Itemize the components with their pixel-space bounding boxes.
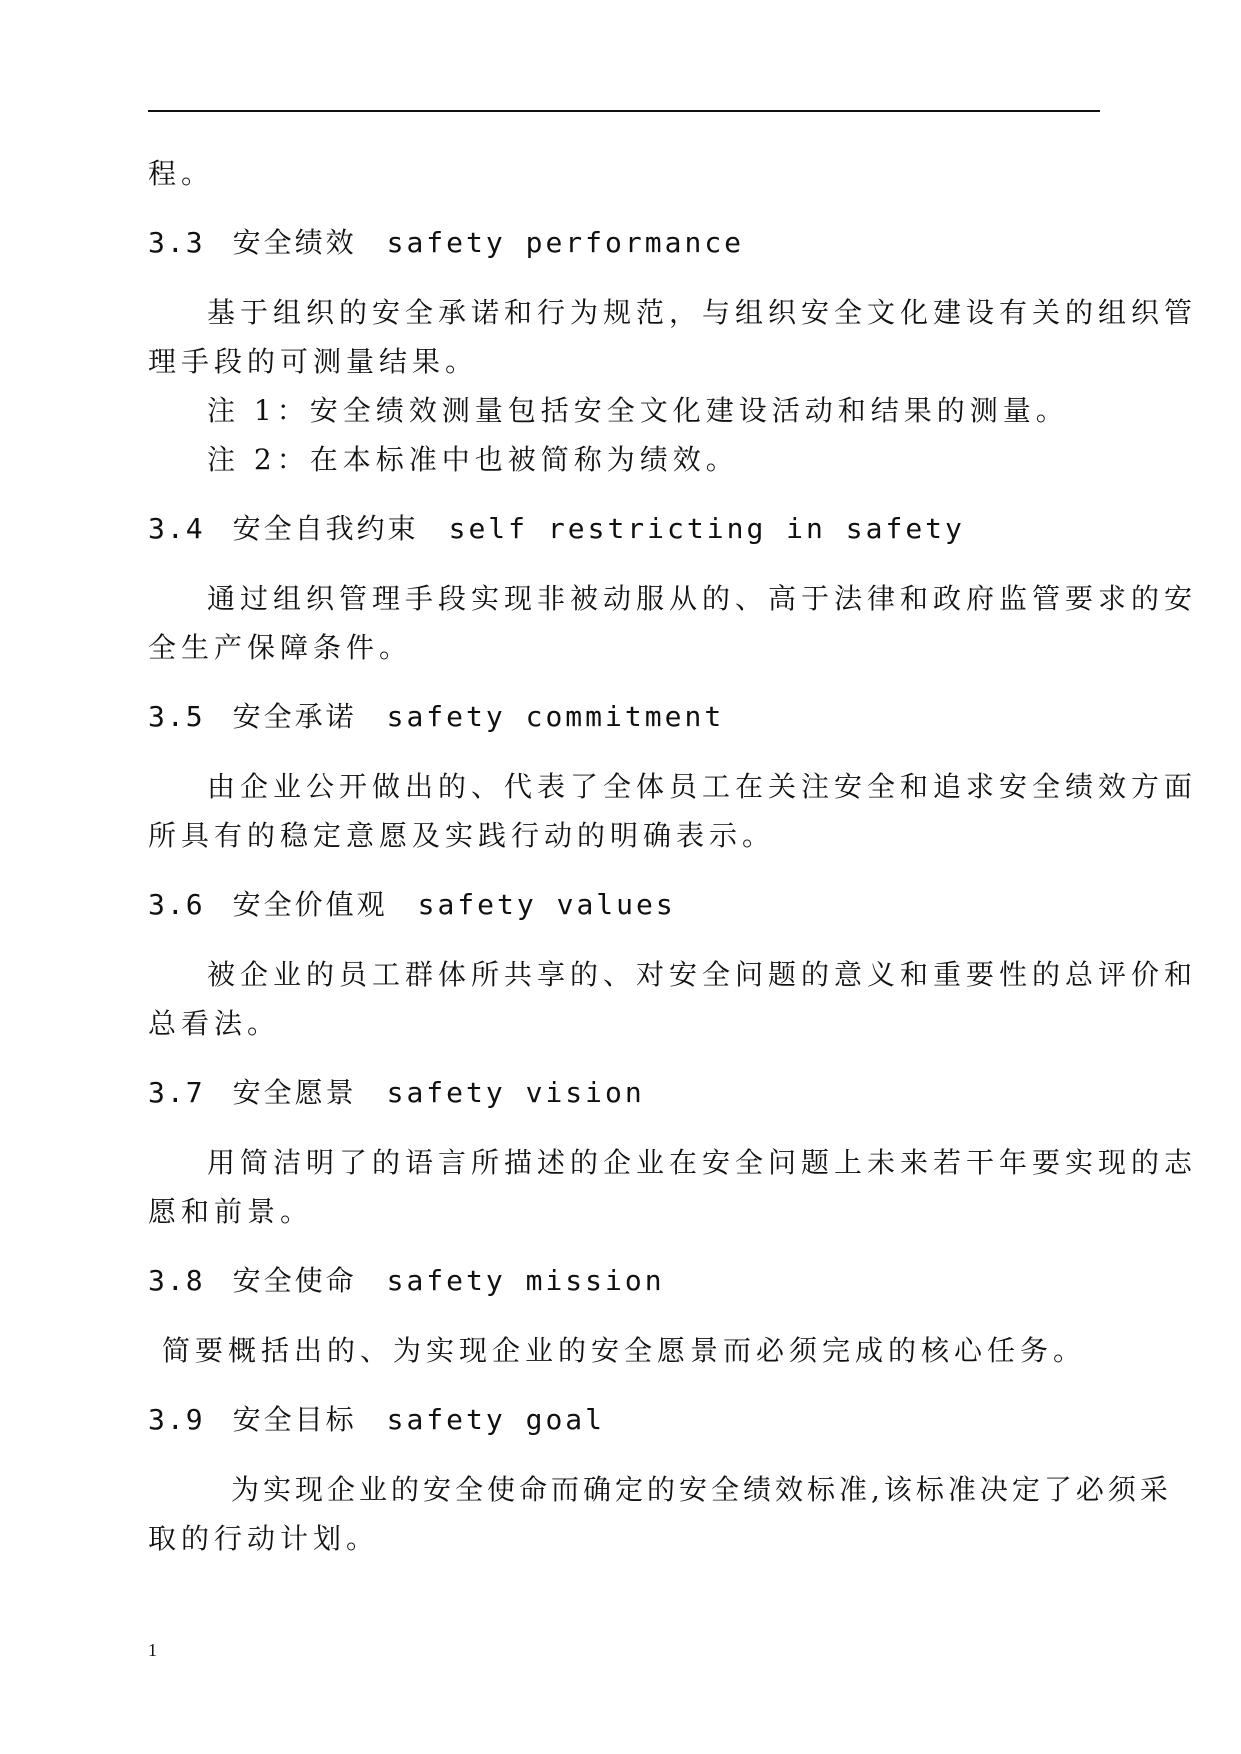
- text-line: 为实现企业的安全使命而确定的安全绩效标准,该标准决定了必须采: [231, 1473, 1172, 1506]
- term-chinese: 安全自我约束: [232, 512, 419, 545]
- term-heading-3-9: [148, 1403, 605, 1437]
- term-chinese: 安全绩效: [232, 226, 357, 259]
- header-rule: [148, 110, 1100, 112]
- text-line: 通过组织管理手段实现非被动服从的、高于法律和政府监管要求的安: [207, 582, 1198, 615]
- term-english: safety vision: [386, 1076, 645, 1109]
- term-number: 3.9: [148, 1403, 205, 1436]
- text-line: 由企业公开做出的、代表了全体员工在关注安全和追求安全绩效方面: [207, 770, 1198, 803]
- term-heading-3-5: [148, 700, 724, 734]
- term-heading-3-7: [148, 1076, 645, 1110]
- text-line: 理手段的可测量结果。: [148, 345, 479, 378]
- term-english: safety performance: [386, 226, 745, 259]
- note-line: 注 1：安全绩效测量包括安全文化建设活动和结果的测量。: [207, 394, 1069, 427]
- text-line: 被企业的员工群体所共享的、对安全问题的意义和重要性的总评价和: [207, 958, 1198, 991]
- term-number: 3.5: [148, 700, 205, 733]
- term-heading-3-4: [148, 512, 965, 546]
- term-number: 3.7: [148, 1076, 205, 1109]
- term-english: self restricting in safety: [448, 512, 965, 545]
- text-line: 愿和前景。: [148, 1195, 314, 1228]
- term-chinese: 安全使命: [232, 1264, 357, 1297]
- term-chinese: 安全承诺: [232, 700, 357, 733]
- term-english: safety values: [417, 888, 676, 921]
- term-english: safety mission: [386, 1264, 665, 1297]
- text-line: 程。: [148, 157, 215, 190]
- text-line: 取的行动计划。: [148, 1522, 380, 1555]
- text-line: 基于组织的安全承诺和行为规范，与组织安全文化建设有关的组织管: [207, 296, 1198, 329]
- term-chinese: 安全价值观: [232, 888, 388, 921]
- term-heading-3-3: [148, 226, 744, 260]
- note-line: 注 2：在本标准中也被简称为绩效。: [207, 443, 739, 476]
- text-line: 用简洁明了的语言所描述的企业在安全问题上未来若干年要实现的志: [207, 1146, 1198, 1179]
- page-number: 1: [148, 1640, 157, 1660]
- term-chinese: 安全目标: [232, 1403, 357, 1436]
- text-line: 所具有的稳定意愿及实践行动的明确表示。: [148, 819, 776, 852]
- term-number: 3.8: [148, 1264, 205, 1297]
- term-heading-3-8: [148, 1264, 665, 1298]
- term-number: 3.6: [148, 888, 205, 921]
- term-number: 3.4: [148, 512, 205, 545]
- text-line: 简要概括出的、为实现企业的安全愿景而必须完成的核心任务。: [162, 1334, 1087, 1367]
- text-line: 全生产保障条件。: [148, 631, 413, 664]
- term-chinese: 安全愿景: [232, 1076, 357, 1109]
- term-english: safety commitment: [386, 700, 725, 733]
- text-line: 总看法。: [148, 1007, 281, 1040]
- term-heading-3-6: [148, 888, 676, 922]
- term-number: 3.3: [148, 226, 205, 259]
- term-english: safety goal: [386, 1403, 606, 1436]
